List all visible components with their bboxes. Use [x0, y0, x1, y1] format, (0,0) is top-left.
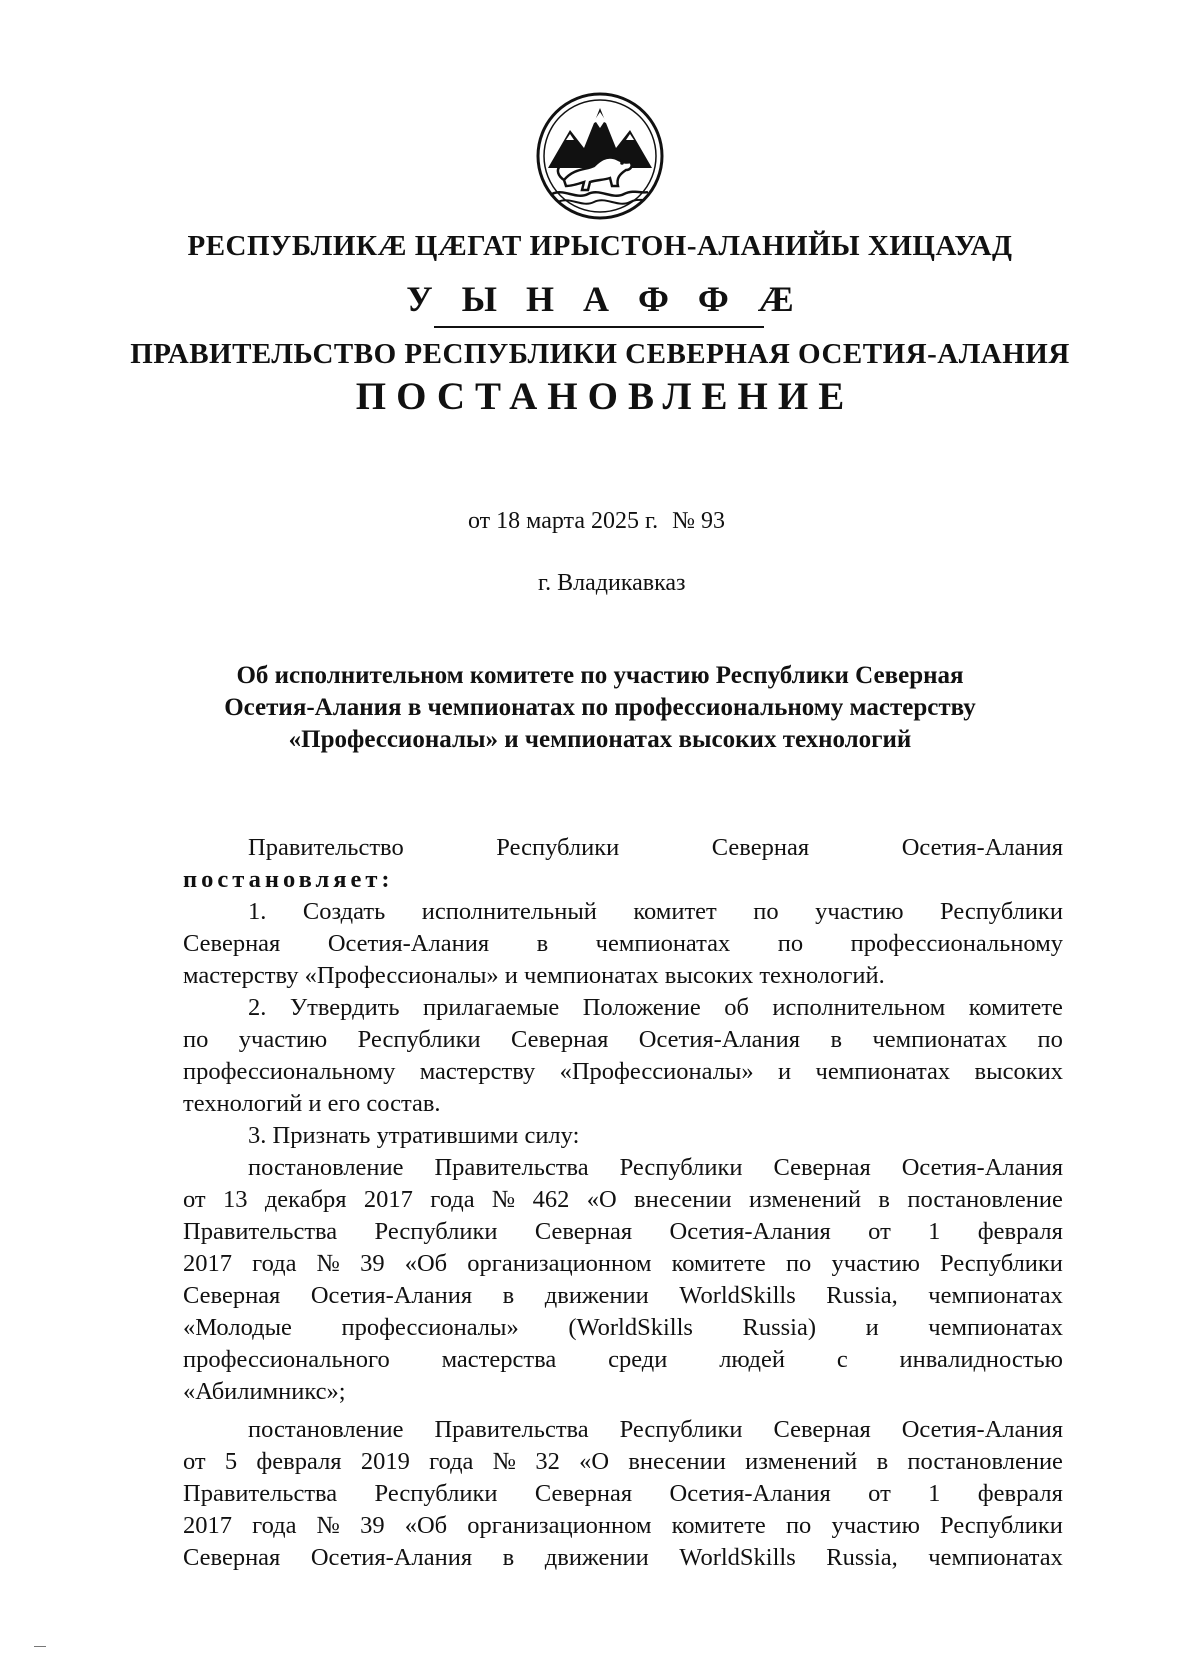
word: людей — [719, 1346, 785, 1373]
word: 2017 — [183, 1250, 232, 1277]
word: от — [868, 1480, 891, 1507]
word: профессионалы» — [341, 1314, 519, 1341]
word: 13 — [222, 1186, 248, 1213]
word: «Профессионалы» — [559, 1058, 754, 1085]
word: профессионального — [183, 1346, 390, 1373]
word: чемпионатах — [928, 1544, 1063, 1571]
word: высоких — [974, 1058, 1063, 1085]
paragraph-5-line-3 — [183, 1478, 1063, 1510]
word: Республики — [619, 1416, 743, 1443]
word: чемпионатах — [595, 930, 731, 957]
word: Положение — [582, 994, 701, 1021]
word: постановление — [248, 1416, 404, 1443]
word: организационном — [467, 1512, 652, 1539]
word: по — [785, 1512, 812, 1539]
paragraph-5-line-4 — [183, 1510, 1063, 1542]
paragraph-5-line-5 — [183, 1542, 1063, 1574]
word: Утвердить — [289, 994, 400, 1021]
word: об — [724, 994, 749, 1021]
word: и — [865, 1314, 879, 1341]
word: 2019 — [360, 1448, 410, 1475]
word: Осетия-Алания — [310, 1282, 473, 1309]
word: Осетия-Алания — [901, 1416, 1063, 1443]
word: участию — [815, 898, 904, 925]
word: от — [183, 1448, 206, 1475]
word: 462 — [532, 1186, 570, 1213]
word: № — [491, 1186, 516, 1213]
word: Республики — [374, 1480, 498, 1507]
word: комитете — [968, 994, 1063, 1021]
word: 39 — [360, 1512, 385, 1539]
word: исполнительный — [421, 898, 597, 925]
word: чемпионатах — [815, 1058, 951, 1085]
word: среди — [608, 1346, 668, 1373]
word: участию — [238, 1026, 328, 1053]
word: от — [868, 1218, 891, 1245]
word: Республики — [374, 1218, 498, 1245]
word: Правительства — [183, 1218, 338, 1245]
word: 5 — [224, 1448, 238, 1475]
paragraph-4-line-1 — [183, 1152, 1063, 1184]
title-line: Об исполнительном комитете по участию Республики Северная — [236, 662, 964, 689]
word: Республики — [357, 1026, 481, 1053]
word: комитете — [671, 1512, 766, 1539]
word: 1. — [248, 898, 267, 925]
word: (WorldSkills — [568, 1314, 693, 1341]
word: Осетия-Алания — [638, 1026, 801, 1053]
word: № — [316, 1250, 340, 1277]
word: 2017 — [363, 1186, 413, 1213]
word: февраля — [256, 1448, 342, 1475]
word: прилагаемые — [423, 994, 560, 1021]
paragraph-4-line-5 — [183, 1280, 1063, 1312]
paragraph-1-line-2 — [183, 928, 1063, 960]
word: Осетия-Алания — [310, 1544, 473, 1571]
word: WorldSkills — [679, 1544, 796, 1571]
word: WorldSkills — [679, 1282, 796, 1309]
paragraph-4-line-6 — [183, 1312, 1063, 1344]
word: по — [777, 930, 804, 957]
word: движении — [544, 1282, 649, 1309]
word: декабря — [264, 1186, 347, 1213]
word: Правительства — [183, 1480, 338, 1507]
word: 2. — [248, 994, 267, 1021]
paragraph-5-line-1 — [183, 1414, 1063, 1446]
decree-city: г. Владикавказ — [538, 570, 686, 596]
word: 39 — [360, 1250, 385, 1277]
word: в — [878, 1186, 890, 1213]
word: мастерству — [419, 1058, 536, 1085]
word: мастерства — [441, 1346, 557, 1373]
word: Северная — [534, 1218, 633, 1245]
word: чемпионатах — [928, 1282, 1063, 1309]
word: «О — [586, 1186, 617, 1213]
word: Осетия-Алания — [901, 1154, 1063, 1181]
word: профессиональному — [850, 930, 1063, 957]
title-line: Осетия-Алания в чемпионатах по профессиональному мастерству — [224, 694, 976, 721]
paragraph-1-line-3: мастерству «Профессионалы» и чемпионатах высоких технологий. — [183, 962, 885, 989]
word: Осетия-Алания — [327, 930, 490, 957]
word: Северная — [711, 834, 810, 861]
word: № — [492, 1448, 517, 1475]
word: участию — [831, 1512, 920, 1539]
word: Создать — [302, 898, 386, 925]
word: внесении — [628, 1448, 726, 1475]
paragraph-3: 3. Признать утратившими силу: — [248, 1122, 580, 1149]
russian-government-heading: ПРАВИТЕЛЬСТВО РЕСПУБЛИКИ СЕВЕРНАЯ ОСЕТИЯ-АЛАНИЯ — [130, 338, 1070, 370]
ossetian-decree-heading: У Ы Н А Ф Ф Æ — [406, 279, 804, 319]
word: 1 — [928, 1218, 941, 1245]
word: Республики — [496, 834, 620, 861]
word: по — [1037, 1026, 1063, 1053]
word: № — [316, 1512, 340, 1539]
word: профессиональному — [183, 1058, 396, 1085]
word: от — [183, 1186, 206, 1213]
word: изменений — [745, 1448, 858, 1475]
word: «О — [579, 1448, 610, 1475]
word: комитете — [671, 1250, 766, 1277]
word: внесении — [634, 1186, 732, 1213]
resolves-line: постановляет: — [183, 866, 394, 893]
word: изменений — [748, 1186, 862, 1213]
word: Северная — [183, 1544, 281, 1571]
word: по — [183, 1026, 209, 1053]
word: участию — [831, 1250, 920, 1277]
word: Северная — [183, 1282, 281, 1309]
word: 32 — [535, 1448, 560, 1475]
word: Russia, — [826, 1544, 898, 1571]
word: чемпионатах — [872, 1026, 1008, 1053]
word: Осетия-Алания — [901, 834, 1063, 861]
word: Правительства — [434, 1154, 589, 1181]
decree-date: от 18 марта 2025 г. — [468, 508, 659, 534]
word: «Молодые — [183, 1314, 292, 1341]
word: «Об — [404, 1250, 448, 1277]
ossetian-government-heading: РЕСПУБЛИКÆ ЦÆГАТ ИРЫСТОН-АЛАНИЙЫ ХИЦАУАД — [187, 230, 1013, 262]
word: Russia, — [826, 1282, 898, 1309]
paragraph-2-line-4: технологий и его состав. — [183, 1090, 441, 1117]
word: Russia) — [742, 1314, 817, 1341]
word: с — [836, 1346, 848, 1373]
word: Республики — [619, 1154, 743, 1181]
word: в — [502, 1544, 515, 1571]
word: по — [753, 898, 779, 925]
word: комитет — [633, 898, 717, 925]
word: Северная — [534, 1480, 633, 1507]
word: в — [536, 930, 549, 957]
title-line: «Профессионалы» и чемпионатах высоких технологий — [288, 726, 912, 753]
word: постановление — [907, 1186, 1063, 1213]
word: Республики — [940, 898, 1063, 925]
coat-of-arms-emblem — [534, 90, 666, 222]
word: Республики — [940, 1512, 1063, 1539]
word: Северная — [511, 1026, 609, 1053]
word: года — [429, 1448, 474, 1475]
word: в — [876, 1448, 889, 1475]
header-divider — [434, 326, 764, 328]
paragraph-2-line-1 — [183, 992, 1063, 1024]
word: движении — [544, 1544, 649, 1571]
decree-date-line — [468, 508, 725, 535]
word: чемпионатах — [928, 1314, 1063, 1341]
word: Северная — [183, 930, 281, 957]
paragraph-4-line-8: «Абилимникс»; — [183, 1378, 346, 1405]
decree-title — [150, 660, 1050, 756]
word: в — [502, 1282, 515, 1309]
word: года — [252, 1250, 297, 1277]
paragraph-4-line-2 — [183, 1184, 1063, 1216]
word: Северная — [773, 1154, 871, 1181]
word: постановление — [248, 1154, 404, 1181]
paragraph-2-line-3 — [183, 1056, 1063, 1088]
paragraph-1-line-1 — [183, 896, 1063, 928]
word: февраля — [977, 1218, 1063, 1245]
word: постановление — [907, 1448, 1063, 1475]
word: организационном — [467, 1250, 652, 1277]
russian-decree-heading: ПОСТАНОВЛЕНИЕ — [355, 375, 855, 418]
word: инвалидностью — [899, 1346, 1063, 1373]
scan-mark — [34, 1646, 46, 1647]
word: и — [778, 1058, 792, 1085]
word: по — [785, 1250, 812, 1277]
word: Республики — [940, 1250, 1063, 1277]
paragraph-4-line-3 — [183, 1216, 1063, 1248]
word: Правительство — [248, 834, 404, 861]
word: 2017 — [183, 1512, 232, 1539]
paragraph-4-line-7 — [183, 1344, 1063, 1376]
paragraph-2-line-2 — [183, 1024, 1063, 1056]
word: года — [252, 1512, 297, 1539]
word: исполнительном — [772, 994, 946, 1021]
word: года — [430, 1186, 475, 1213]
intro-line — [183, 832, 1063, 864]
paragraph-4-line-4 — [183, 1248, 1063, 1280]
word: в — [830, 1026, 843, 1053]
word: 1 — [928, 1480, 941, 1507]
paragraph-5-line-2 — [183, 1446, 1063, 1478]
word: Правительства — [434, 1416, 589, 1443]
decree-number: № 93 — [672, 508, 726, 534]
word: Северная — [773, 1416, 871, 1443]
word: февраля — [977, 1480, 1063, 1507]
word: Осетия-Алания — [669, 1218, 831, 1245]
word: «Об — [404, 1512, 448, 1539]
word: Осетия-Алания — [669, 1480, 831, 1507]
